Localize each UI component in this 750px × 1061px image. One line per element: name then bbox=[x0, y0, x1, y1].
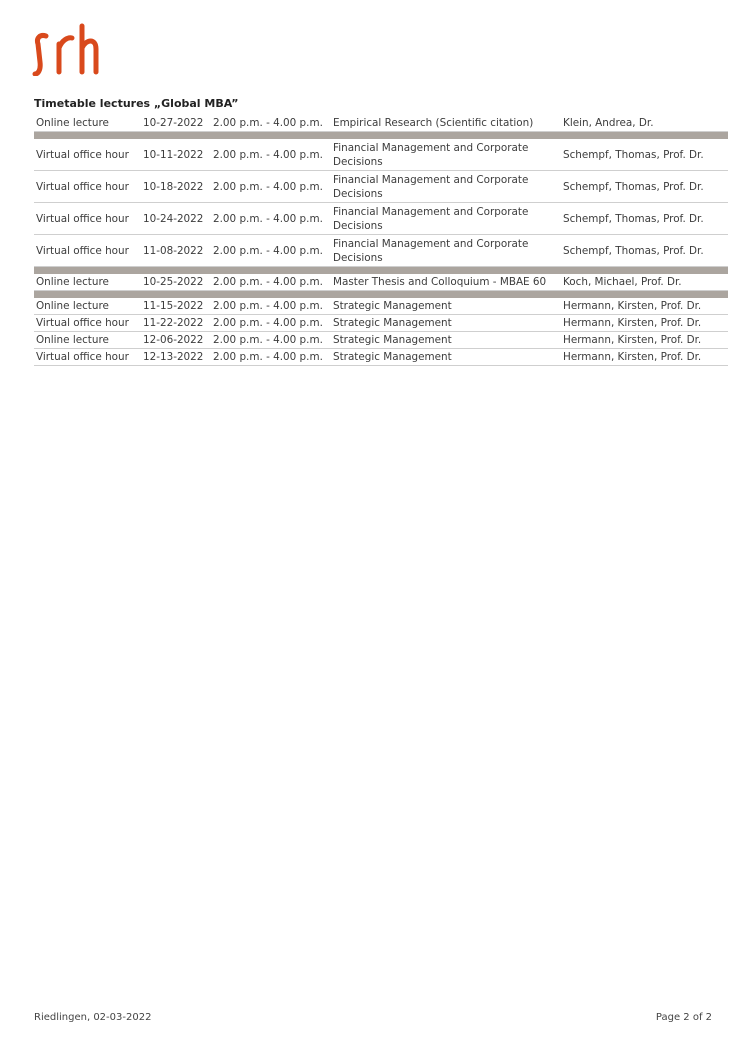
group-separator bbox=[34, 267, 728, 275]
session-date: 11-08-2022 bbox=[141, 235, 211, 267]
table-row bbox=[34, 332, 728, 349]
page-title: Timetable lectures „Global MBA” bbox=[34, 97, 239, 110]
session-type: Virtual office hour bbox=[34, 139, 141, 171]
table-row bbox=[34, 139, 728, 171]
session-topic: Master Thesis and Colloquium - MBAE 60 bbox=[331, 274, 561, 291]
session-lecturer: Hermann, Kirsten, Prof. Dr. bbox=[561, 332, 728, 349]
session-topic: Strategic Management bbox=[331, 315, 561, 332]
session-topic: Strategic Management bbox=[331, 349, 561, 366]
srh-logo bbox=[32, 22, 102, 76]
session-topic: Financial Management and Corporate Decisions bbox=[331, 203, 561, 235]
session-date: 12-13-2022 bbox=[141, 349, 211, 366]
group-separator bbox=[34, 132, 728, 140]
session-lecturer: Koch, Michael, Prof. Dr. bbox=[561, 274, 728, 291]
session-lecturer: Hermann, Kirsten, Prof. Dr. bbox=[561, 349, 728, 366]
table-row bbox=[34, 203, 728, 235]
session-type: Virtual office hour bbox=[34, 171, 141, 203]
table-row bbox=[34, 274, 728, 291]
session-date: 10-18-2022 bbox=[141, 171, 211, 203]
session-type: Online lecture bbox=[34, 298, 141, 315]
table-row bbox=[34, 349, 728, 366]
table-row bbox=[34, 171, 728, 203]
session-lecturer: Hermann, Kirsten, Prof. Dr. bbox=[561, 315, 728, 332]
session-date: 12-06-2022 bbox=[141, 332, 211, 349]
session-type: Virtual office hour bbox=[34, 235, 141, 267]
session-time: 2.00 p.m. - 4.00 p.m. bbox=[211, 315, 331, 332]
session-time: 2.00 p.m. - 4.00 p.m. bbox=[211, 139, 331, 171]
session-type: Online lecture bbox=[34, 115, 141, 132]
session-lecturer: Klein, Andrea, Dr. bbox=[561, 115, 728, 132]
footer-place-date: Riedlingen, 02-03-2022 bbox=[34, 1012, 152, 1023]
session-time: 2.00 p.m. - 4.00 p.m. bbox=[211, 203, 331, 235]
session-time: 2.00 p.m. - 4.00 p.m. bbox=[211, 115, 331, 132]
session-type: Online lecture bbox=[34, 274, 141, 291]
session-topic: Strategic Management bbox=[331, 332, 561, 349]
session-lecturer: Schempf, Thomas, Prof. Dr. bbox=[561, 139, 728, 171]
session-time: 2.00 p.m. - 4.00 p.m. bbox=[211, 332, 331, 349]
session-date: 10-11-2022 bbox=[141, 139, 211, 171]
session-time: 2.00 p.m. - 4.00 p.m. bbox=[211, 171, 331, 203]
session-date: 10-27-2022 bbox=[141, 115, 211, 132]
session-date: 11-22-2022 bbox=[141, 315, 211, 332]
table-row bbox=[34, 298, 728, 315]
session-date: 11-15-2022 bbox=[141, 298, 211, 315]
session-time: 2.00 p.m. - 4.00 p.m. bbox=[211, 235, 331, 267]
group-separator bbox=[34, 291, 728, 299]
session-time: 2.00 p.m. - 4.00 p.m. bbox=[211, 349, 331, 366]
session-topic: Empirical Research (Scientific citation) bbox=[331, 115, 561, 132]
session-topic: Financial Management and Corporate Decisions bbox=[331, 171, 561, 203]
session-time: 2.00 p.m. - 4.00 p.m. bbox=[211, 274, 331, 291]
session-type: Virtual office hour bbox=[34, 203, 141, 235]
session-lecturer: Schempf, Thomas, Prof. Dr. bbox=[561, 235, 728, 267]
table-row bbox=[34, 235, 728, 267]
session-type: Virtual office hour bbox=[34, 315, 141, 332]
session-lecturer: Schempf, Thomas, Prof. Dr. bbox=[561, 203, 728, 235]
table-row bbox=[34, 115, 728, 132]
session-date: 10-24-2022 bbox=[141, 203, 211, 235]
session-type: Virtual office hour bbox=[34, 349, 141, 366]
timetable bbox=[34, 115, 728, 366]
session-date: 10-25-2022 bbox=[141, 274, 211, 291]
session-topic: Financial Management and Corporate Decisions bbox=[331, 139, 561, 171]
session-topic: Financial Management and Corporate Decisions bbox=[331, 235, 561, 267]
table-row bbox=[34, 315, 728, 332]
session-type: Online lecture bbox=[34, 332, 141, 349]
footer-page-number: Page 2 of 2 bbox=[655, 1012, 712, 1023]
session-lecturer: Hermann, Kirsten, Prof. Dr. bbox=[561, 298, 728, 315]
session-time: 2.00 p.m. - 4.00 p.m. bbox=[211, 298, 331, 315]
session-lecturer: Schempf, Thomas, Prof. Dr. bbox=[561, 171, 728, 203]
session-topic: Strategic Management bbox=[331, 298, 561, 315]
